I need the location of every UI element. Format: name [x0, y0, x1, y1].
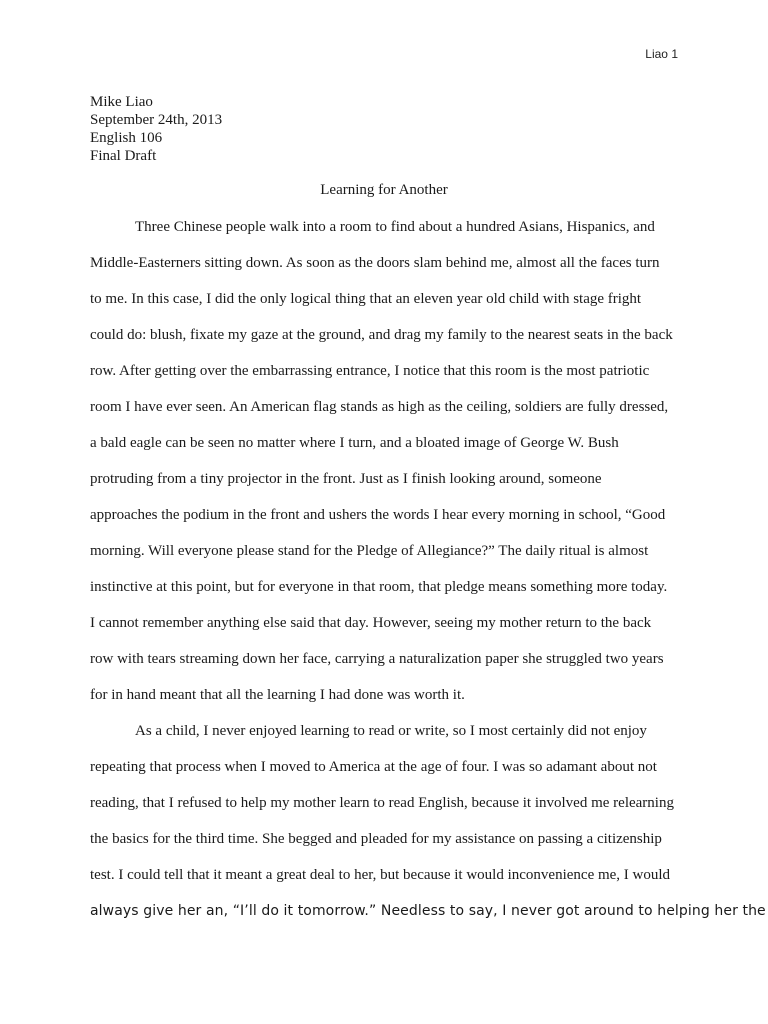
running-head: Liao 1: [645, 47, 678, 61]
body-line: for in hand meant that all the learning I had done was worth it.: [90, 687, 465, 703]
body-line: As a child, I never enjoyed learning to read or write, so I most certainly did not enjoy: [135, 723, 647, 739]
body-line: room I have ever seen. An American flag stands as high as the ceiling, soldiers are fully dressed,: [90, 399, 669, 415]
body-line: a bald eagle can be seen no matter where I turn, and a bloated image of George W. Bush: [90, 435, 619, 451]
body-line: Middle-Easterners sitting down. As soon as the doors slam behind me, almost all the faces turn: [90, 255, 660, 271]
body-line: to me. In this case, I did the only logical thing that an eleven year old child with stage fright: [90, 291, 642, 307]
heading-block: [90, 93, 222, 165]
body-line: morning. Will everyone please stand for the Pledge of Allegiance?” The daily ritual is almost: [90, 543, 649, 559]
body-line: approaches the podium in the front and ushers the words I hear every morning in school, “Good: [90, 507, 666, 523]
draft-label: Final Draft: [90, 148, 157, 164]
body-line: reading, that I refused to help my mother learn to read English, because it involved me relearning: [90, 795, 674, 811]
body-line: I cannot remember anything else said that day. However, seeing my mother return to the back: [90, 615, 652, 631]
body-line: repeating that process when I moved to America at the age of four. I was so adamant about not: [90, 759, 657, 775]
body-line: row with tears streaming down her face, carrying a naturalization paper she struggled two years: [90, 651, 664, 667]
body-line: row. After getting over the embarrassing entrance, I notice that this room is the most patriotic: [90, 363, 650, 379]
essay-date: September 24th, 2013: [90, 112, 223, 128]
author-name: Mike Liao: [90, 94, 153, 110]
body-line: always give her an, “I’ll do it tomorrow.” Needless to say, I never got around to helping her the: [90, 903, 766, 919]
body-line: instinctive at this point, but for everyone in that room, that pledge means something more today.: [90, 579, 668, 595]
course-name: English 106: [90, 130, 163, 146]
body-line: could do: blush, fixate my gaze at the ground, and drag my family to the nearest seats in the back: [90, 327, 673, 343]
essay-body: [90, 218, 766, 938]
body-line: Three Chinese people walk into a room to find about a hundred Asians, Hispanics, and: [135, 219, 655, 235]
body-line: protruding from a tiny projector in the front. Just as I finish looking around, someone: [90, 471, 602, 487]
body-line: the basics for the third time. She begged and pleaded for my assistance on passing a citizenship: [90, 831, 662, 847]
essay-title: Learning for Another: [320, 182, 448, 198]
body-line: test. I could tell that it meant a great deal to her, but because it would inconvenience me, I would: [90, 867, 671, 883]
